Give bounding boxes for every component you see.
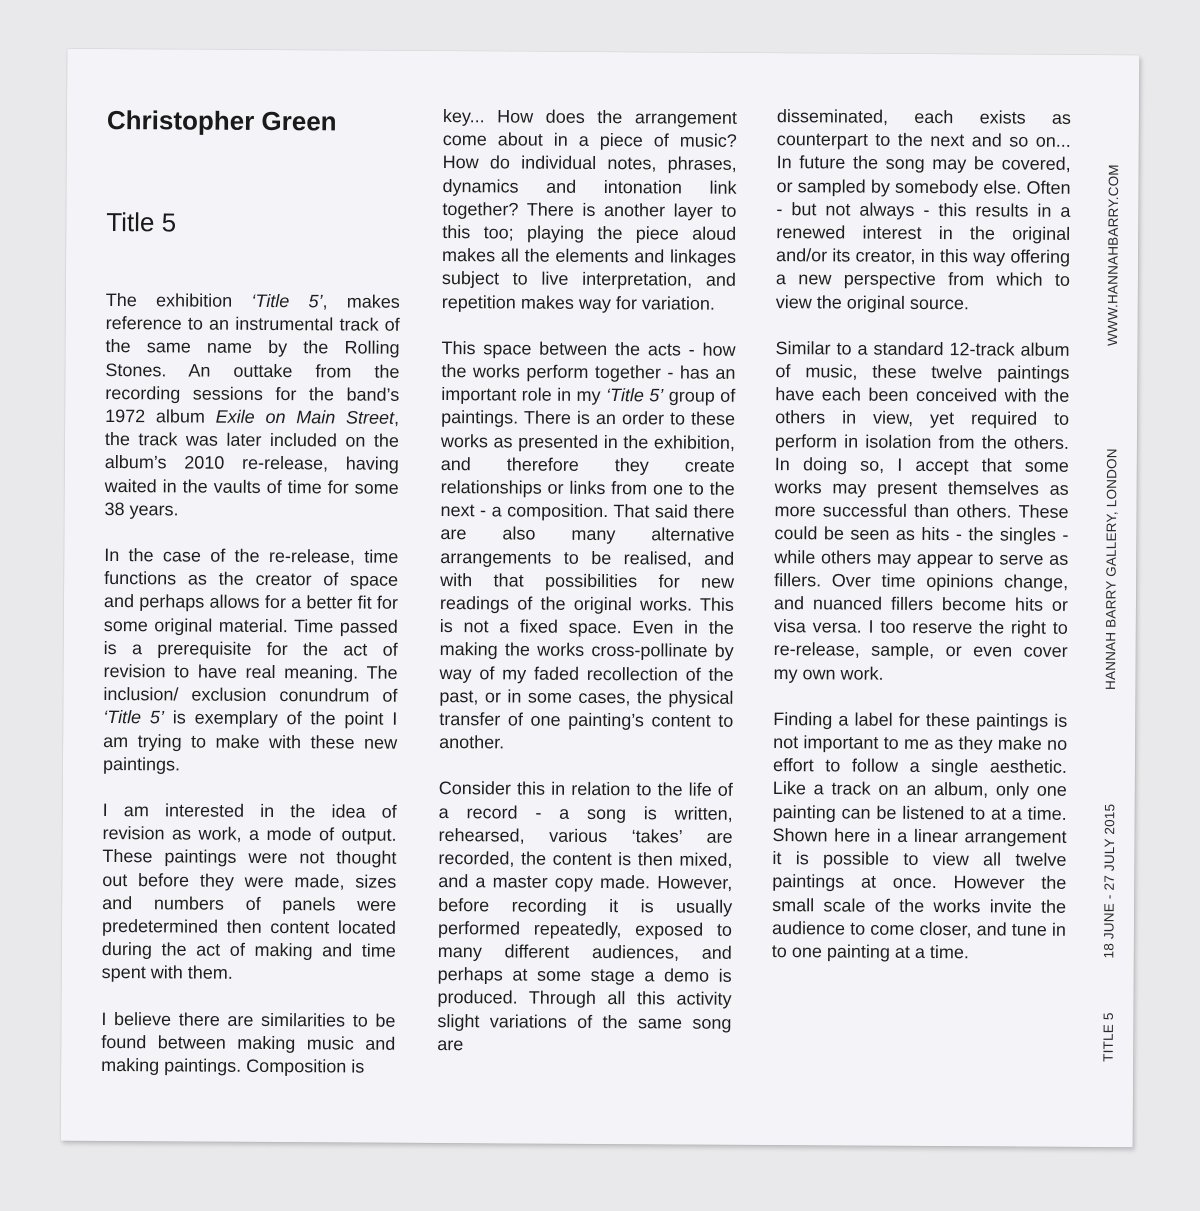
text-run: The exhibition	[105, 289, 252, 311]
artist-name: Christopher Green	[106, 104, 337, 137]
spine-strip	[1093, 95, 1129, 1107]
website-text: WWW.HANNAHBARRY.COM	[1105, 164, 1122, 347]
paragraph	[103, 544, 398, 778]
paragraph	[101, 1008, 395, 1079]
text-column-1	[101, 289, 400, 1079]
text-run: , the track was later included on the album’s 2010 re-release, having waited in the vaults of time for some 38 years.	[104, 407, 400, 520]
paragraph	[776, 105, 1071, 316]
text-column-3	[772, 105, 1071, 965]
text-run: , makes reference to an instrumental track of the same name by the Rolling Stones. An outtake from the recording sessions for the band’s 1972 album	[105, 291, 400, 427]
text-run: disseminated, each exists as counterpart to the next and so on... In future the song may be covered, or sampled by somebody else. Often - but not always - this results in a renewed interest in the original and/or its creator, in this way offering a new perspective from which to view the original source.	[775, 106, 1072, 313]
paragraph	[104, 289, 399, 523]
gallery-text: HANNAH BARRY GALLERY, LONDON	[1102, 448, 1120, 691]
text-run: I believe there are similarities to be found between making music and making paintings. Composition is	[101, 1008, 396, 1077]
text-run: This space between the acts - how the works perform together - has an important role in my	[441, 337, 736, 406]
italic-text: ‘Title 5’	[605, 385, 664, 406]
paragraph	[772, 708, 1068, 965]
paragraph	[437, 778, 733, 1058]
text-column-2	[437, 105, 737, 1058]
paragraph	[442, 105, 737, 316]
spine-title-text: TITLE 5	[1100, 1012, 1116, 1062]
text-run: group of paintings. There is an order to these works as presented in the exhibition, and therefore they create relationships or links from one to the next - a composition. That said there are also many alternative arrangements to be realised, and with that possibilities for new readings of the original works. This is not a fixed space. Even in the making the works cross-pollinate by way of my faded recollection of the past, or in some cases, the physical transfer of one painting’s content to another.	[439, 385, 736, 753]
exhibition-card	[61, 49, 1140, 1148]
italic-text: ‘Title 5’	[103, 707, 165, 728]
text-run: key... How does the arrangement come about in a piece of music? How do individual notes, phrases, dynamics and intonation link together? There is another layer to this too; playing the piece aloud makes all the elements and linkages subject to live interpretation, and repetition makes way for variation.	[441, 106, 737, 314]
text-run: Finding a label for these paintings is not important to me as they make no effort to follow a single aesthetic. Like a track on an album, only one painting can be listened to at a time. Shown here in a linear arrangement it is possible to view all twelve paintings at once. However the small scale of the works invite the audience to come closer, and tune in to one painting at a time.	[771, 708, 1068, 963]
dates-text: 18 JUNE - 27 JULY 2015	[1101, 803, 1118, 959]
italic-text: ‘Title 5’	[251, 290, 323, 312]
paragraph	[773, 337, 1069, 687]
paragraph	[102, 799, 397, 986]
text-run: Consider this in relation to the life of a record - a song is written, rehearsed, various ‘takes’ are recorded, the content is then mixed, and a master copy made. However, before recording it is usually performed repeatedly, exposed to many different audiences, and perhaps at some stage a demo is produced. Through all this activity slight variations of the same song are	[437, 778, 733, 1054]
text-run: I am interested in the idea of revision as work, a mode of output. These paintings were not thought out before they were made, sizes and numbers of panels were predetermined then content located during the act of making and time spent with them.	[101, 800, 397, 984]
text-run: Similar to a standard 12-track album of music, these twelve paintings have each been conceived with the others in view, yet required to perform in isolation from the others. In doing so, I accept that some works may present themselves as more successful than others. These could be seen as hits - the singles - while others may appear to serve as fillers. Over time opinions change, and nuanced fillers become hits or visa versa. I too reserve the right to re-release, sample, or even cover my own work.	[773, 337, 1070, 684]
text-run: is exemplary of the point I am trying to make with these new paintings.	[102, 707, 398, 775]
exhibition-title: Title 5	[106, 206, 177, 238]
text-run: In the case of the re-release, time functions as the creator of space and perhaps allows for a better fit for some original material. Time passed is a prerequisite for the act of revision to have real meaning. The inclusion/ exclusion conundrum of	[103, 545, 399, 707]
paragraph	[439, 337, 736, 756]
italic-text: Exile on Main Street	[215, 406, 395, 428]
